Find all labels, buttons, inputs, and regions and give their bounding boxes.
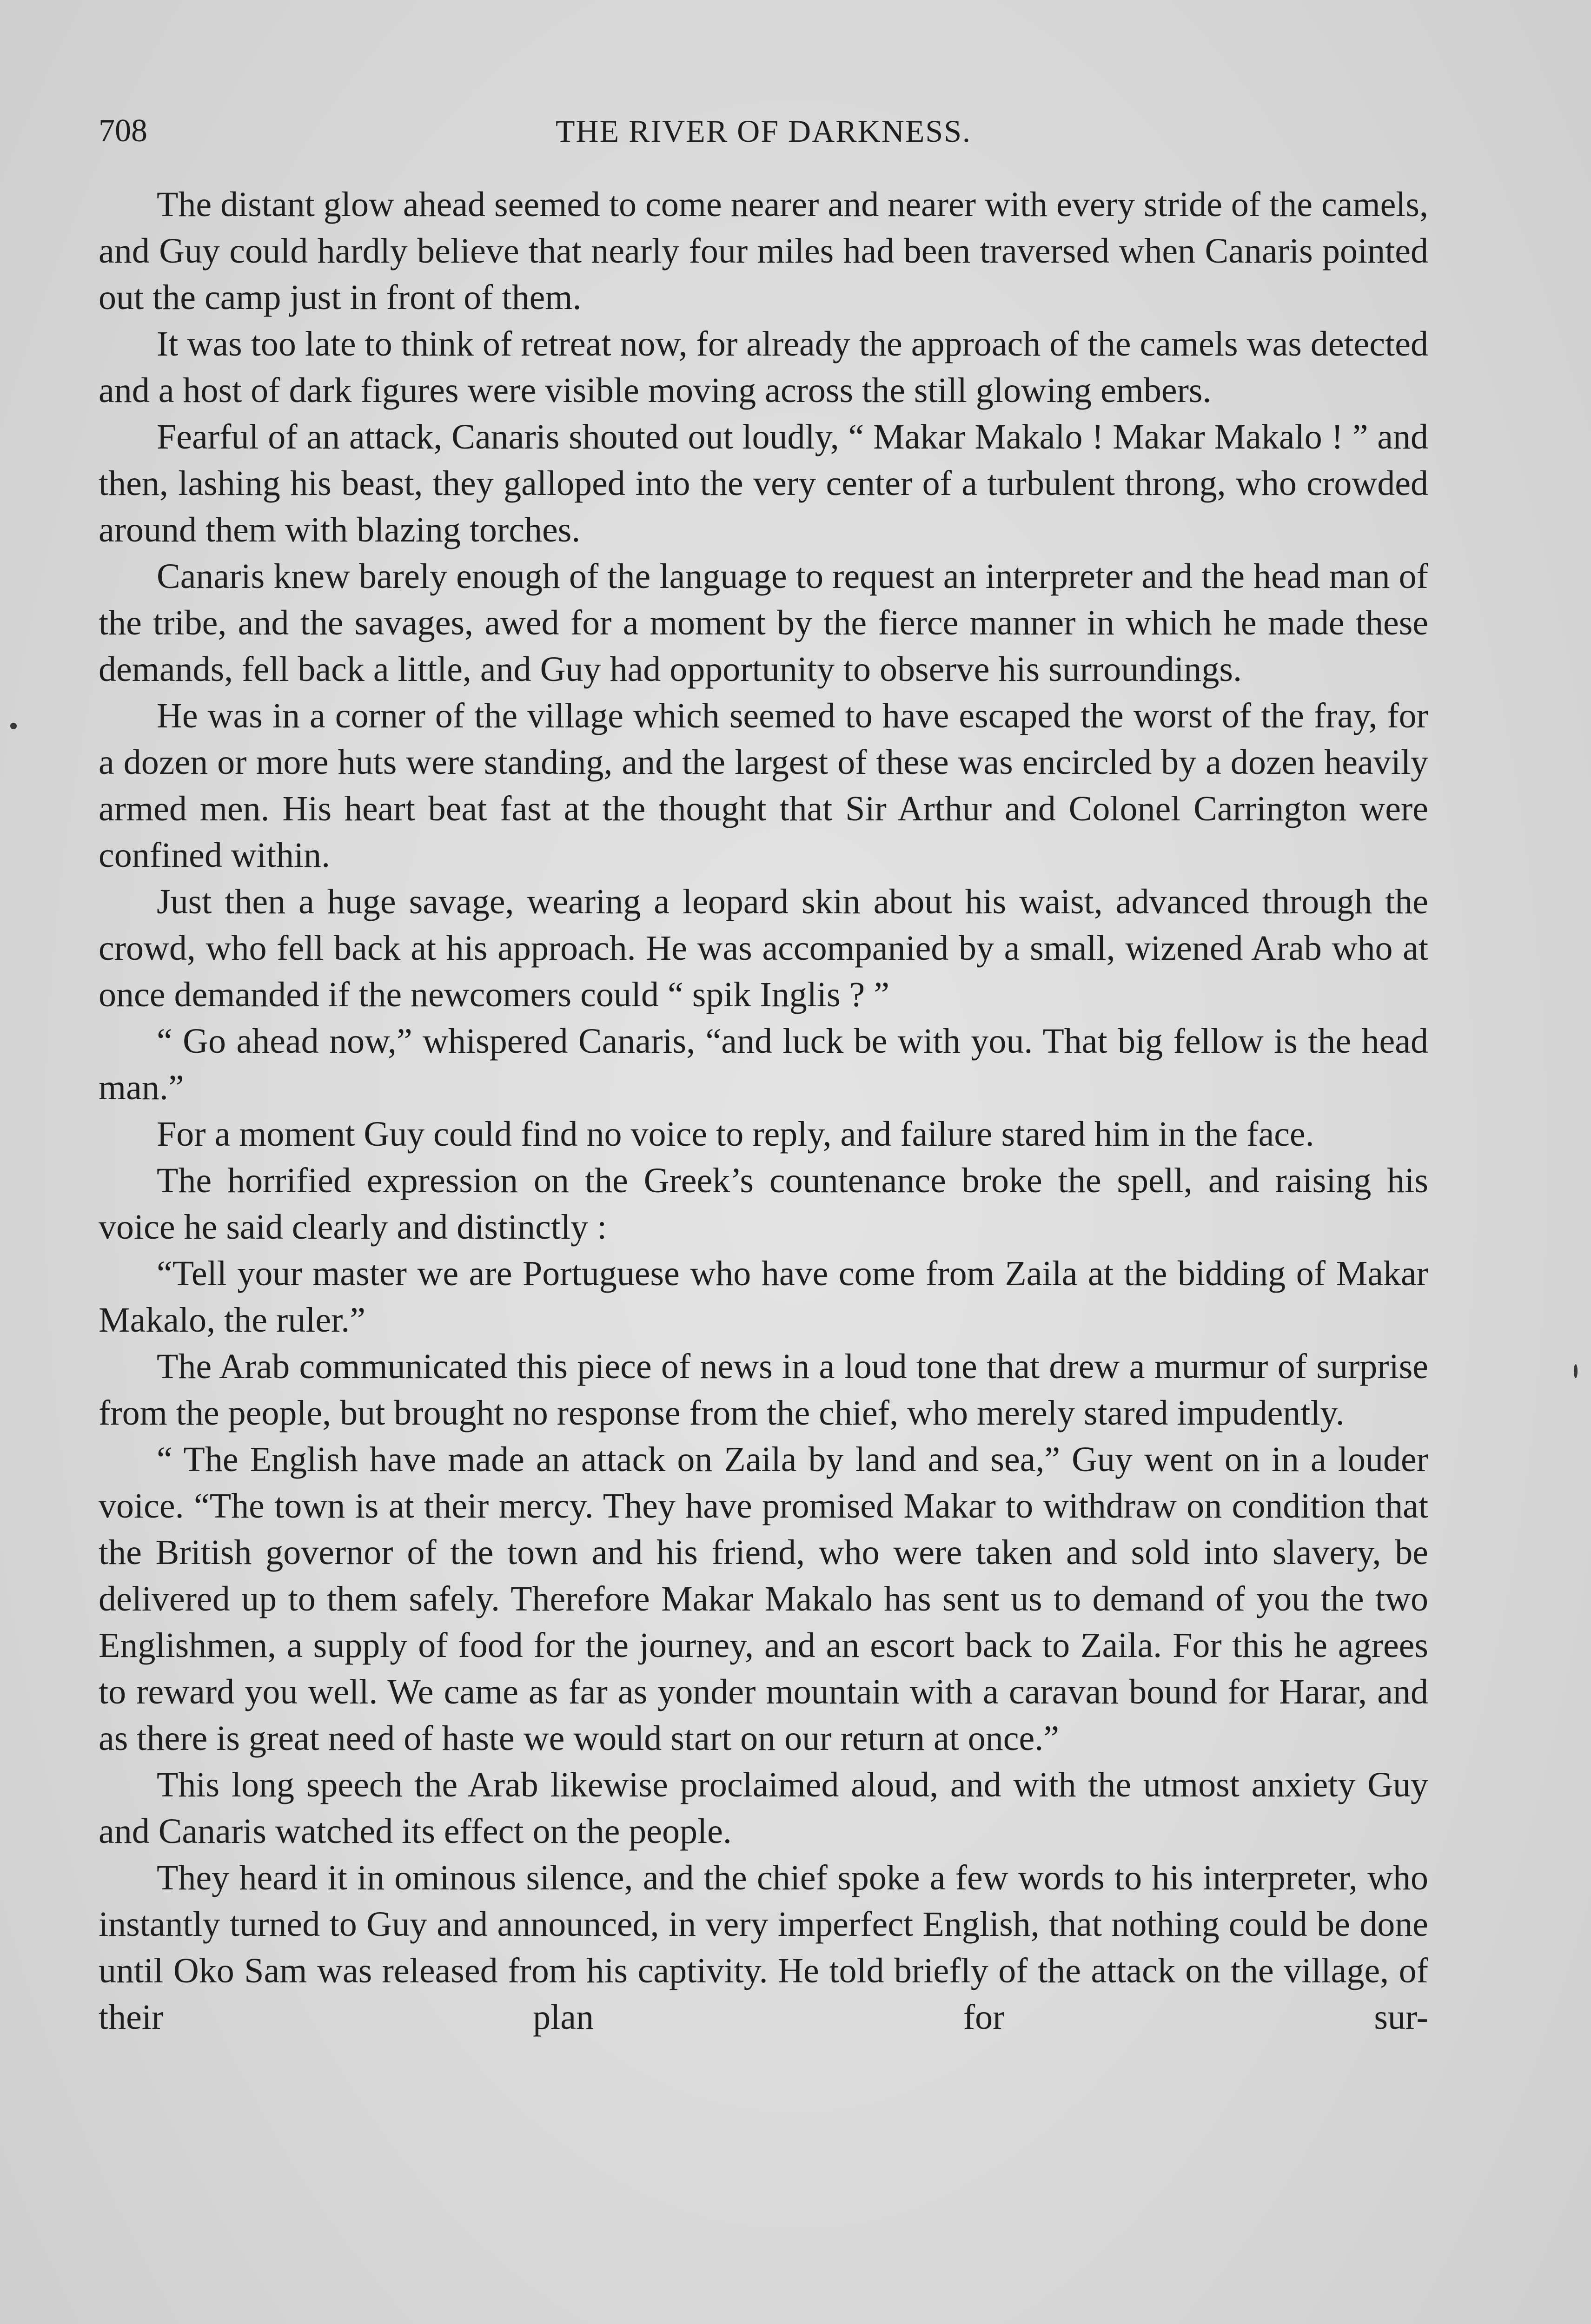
- page-header: [99, 108, 1428, 159]
- paragraph: Fearful of an attack, Canaris shouted out loudly, “ Makar Makalo ! Makar Makalo ! ” and then, lashing his beast, they galloped into the very center of a turbulent throng, who crowded around them with blazing torches.: [99, 417, 1428, 549]
- running-title: THE RIVER OF DARKNESS.: [555, 113, 972, 149]
- paragraph: He was in a corner of the village which seemed to have escaped the worst of the fray, for a dozen or more huts were standing, and the largest of these was encircled by a dozen heavily armed men. His heart beat fast at the thought that Sir Arthur and Colonel Carrington were confined within.: [99, 696, 1428, 875]
- paragraph: They heard it in ominous silence, and the chief spoke a few words to his interpreter, who instantly turned to Guy and announced, in very imperfect English, that nothing could be done until Oko Sam was released from his captivity. He told briefly of the attack on the village, of their plan for sur-: [99, 1858, 1428, 2037]
- paragraph: Canaris knew barely enough of the language to request an interpreter and the head man of the tribe, and the savages, awed for a moment by the fierce manner in which he made these demands, fell back a little, and Guy had opportunity to observe his surroundings.: [99, 557, 1428, 689]
- paragraph: For a moment Guy could find no voice to reply, and failure stared him in the face.: [157, 1115, 1314, 1154]
- paragraph: It was too late to think of retreat now, for already the approach of the camels was detected and a host of dark figures were visible moving across the still glowing embers.: [99, 324, 1428, 410]
- paragraph: Just then a huge savage, wearing a leopard skin about his waist, advanced through the crowd, who fell back at his approach. He was accompanied by a small, wizened Arab who at once demanded if the newcomers could “ spik Inglis ? ”: [99, 882, 1428, 1014]
- paragraph: The distant glow ahead seemed to come nearer and nearer with every stride of the camels, and Guy could hardly believe that nearly four miles had been traversed when Canaris pointed out the camp just in front of them.: [99, 185, 1428, 317]
- paragraph: The horrified expression on the Greek’s countenance broke the spell, and raising his voice he said clearly and distinctly :: [99, 1161, 1428, 1247]
- body-text: [99, 181, 1428, 2040]
- paragraph: The Arab communicated this piece of news in a loud tone that drew a murmur of surprise from the people, but brought no response from the chief, who merely stared impudently.: [99, 1347, 1428, 1433]
- page-number: 708: [99, 113, 147, 149]
- paragraph: This long speech the Arab likewise proclaimed aloud, and with the utmost anxiety Guy and Canaris watched its effect on the people.: [99, 1765, 1428, 1851]
- ink-speck: [10, 723, 17, 729]
- ink-speck: [1574, 1364, 1578, 1378]
- paragraph: “ The English have made an attack on Zaila by land and sea,” Guy went on in a louder voice. “The town is at their mercy. They have promised Makar to withdraw on condition that the British governor of the town and his friend, who were taken and sold into slavery, be delivered up to them safely. Therefore Makar Makalo has sent us to demand of you the two Englishmen, a supply of food for the journey, and an escort back to Zaila. For this he agrees to reward you well. We came as far as yonder mountain with a caravan bound for Harar, and as there is great need of haste we would start on our return at once.”: [99, 1440, 1428, 1758]
- paragraph: “Tell your master we are Portuguese who have come from Zaila at the bidding of Makar Makalo, the ruler.”: [99, 1254, 1428, 1340]
- paragraph: “ Go ahead now,” whispered Canaris, “and luck be with you. That big fellow is the head man.”: [99, 1022, 1428, 1107]
